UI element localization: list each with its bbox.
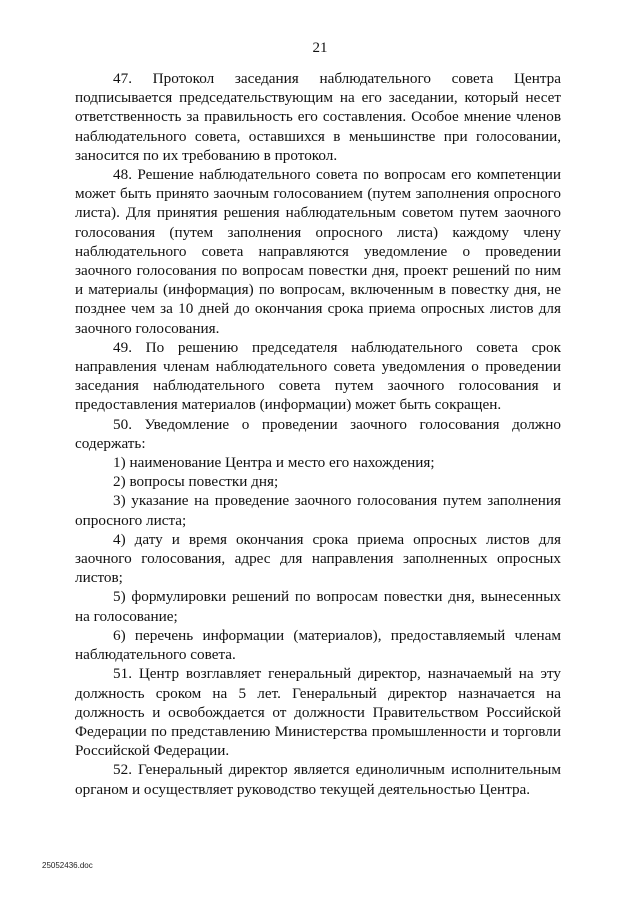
paragraph-48: 48. Решение наблюдательного совета по вопросам его компетенции может быть принято заочным голосованием (путем заполнения опросного листа). Для принятия решения наблюдательным советом путем заочного голосования (путем заполнения опросного листа) каждому члену наблюдательного совета направляются уведомление о проведении заочного голосования по вопросам повестки дня, проект решений по ним и материалы (информация) по вопросам, включенным в повестку дня, не позднее чем за 10 дней до окончания срока приема опросных листов для заочного голосования. (75, 166, 561, 337)
list-item-3: 3) указание на проведение заочного голосования путем заполнения опросного листа; (75, 492, 561, 529)
list-item-6: 6) перечень информации (материалов), предоставляемый членам наблюдательного совета. (75, 626, 561, 664)
paragraph-51: 51. Центр возглавляет генеральный директор, назначаемый на эту должность сроком на 5 лет. Генеральный директор назначается на должность и освобождается от должности Правительством Российской Федерации по представлению Министерства промышленности и торговли Российской Федерации. (75, 665, 561, 760)
list-item-4: 4) дату и время окончания срока приема опросных листов для заочного голосования, адрес для направления заполненных опросных листов; (75, 530, 561, 587)
page-number: 21 (312, 40, 328, 56)
paragraph-50: 50. Уведомление о проведении заочного голосования должно содержать: (75, 415, 561, 452)
list-item-2: 2) вопросы повестки дня; (113, 473, 279, 491)
document-body (75, 69, 561, 799)
list-item-1: 1) наименование Центра и место его нахождения; (113, 454, 435, 472)
paragraph-49: 49. По решению председателя наблюдательного совета срок направления членам наблюдательного совета уведомления о проведении заседания наблюдательного совета путем заочного голосования и предоставления материалов (информации) может быть сокращен. (75, 338, 561, 414)
paragraph-52: 52. Генеральный директор является единоличным исполнительным органом и осуществляет руководство текущей деятельностью Центра. (75, 761, 561, 798)
footer-filename: 25052436.doc (42, 861, 93, 870)
paragraph-47: 47. Протокол заседания наблюдательного совета Центра подписывается председательствующим на его заседании, который несет ответственность за правильность его составления. Особое мнение членов наблюдательного совета, оставшихся в меньшинстве при голосовании, заносится по их требованию в протокол. (75, 70, 561, 164)
list-item-5: 5) формулировки решений по вопросам повестки дня, вынесенных на голосование; (75, 588, 561, 625)
